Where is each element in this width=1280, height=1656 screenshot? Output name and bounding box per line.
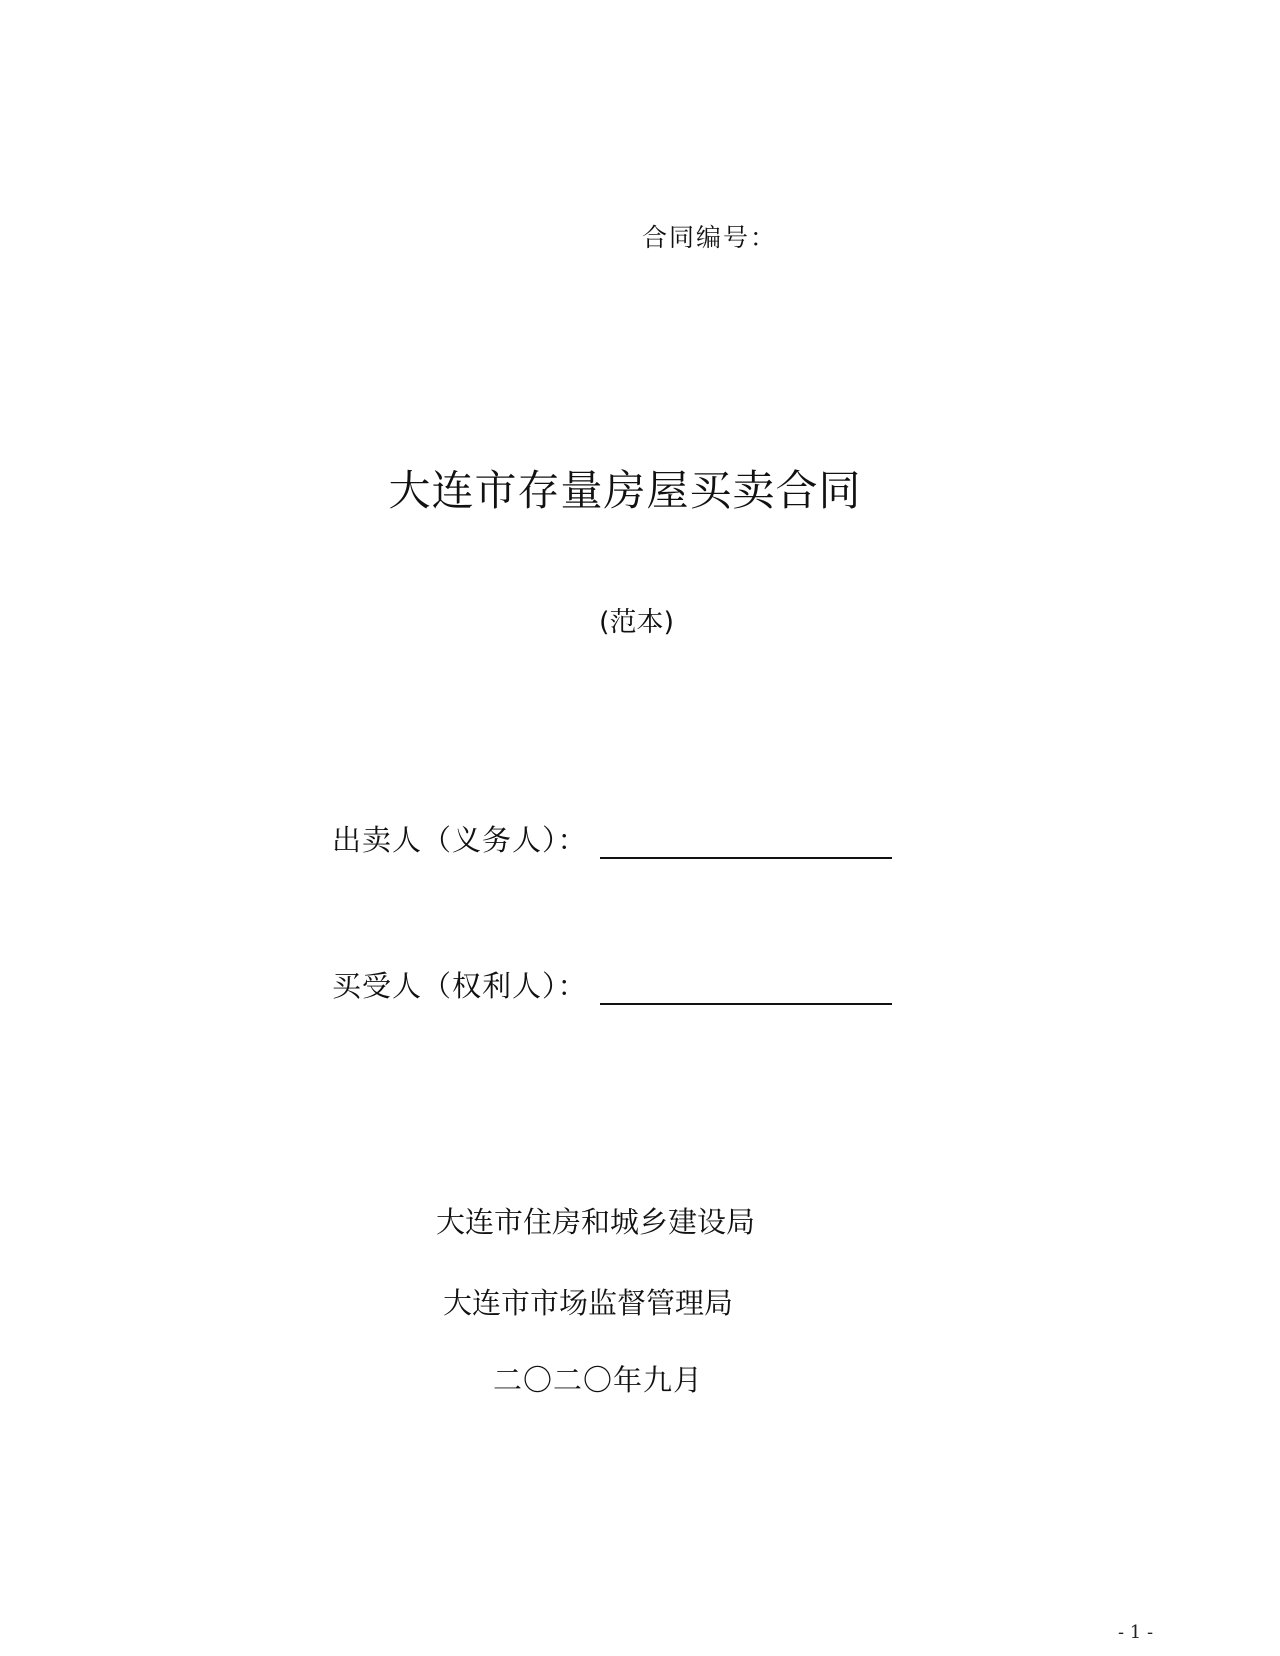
document-subtitle: (范本) <box>599 607 675 638</box>
document-title <box>0 458 1280 518</box>
document-title-text: 大连市存量房屋买卖合同 <box>388 466 862 515</box>
contract-number-label: 合同编号： <box>642 223 778 252</box>
issuer-housing-bureau: 大连市住房和城乡建设局 <box>436 1205 756 1239</box>
issue-date: 二〇二〇年九月 <box>493 1363 704 1397</box>
buyer-label: 买受人（权利人）： <box>332 969 588 1003</box>
buyer-field <box>332 964 892 1005</box>
seller-field <box>332 818 892 859</box>
seller-blank-line <box>600 827 892 859</box>
issuer-market-bureau: 大连市市场监督管理局 <box>443 1286 734 1320</box>
seller-label: 出卖人（义务人）： <box>332 823 588 857</box>
buyer-blank-line <box>600 973 892 1005</box>
page-number: - 1 - <box>1118 1622 1154 1643</box>
